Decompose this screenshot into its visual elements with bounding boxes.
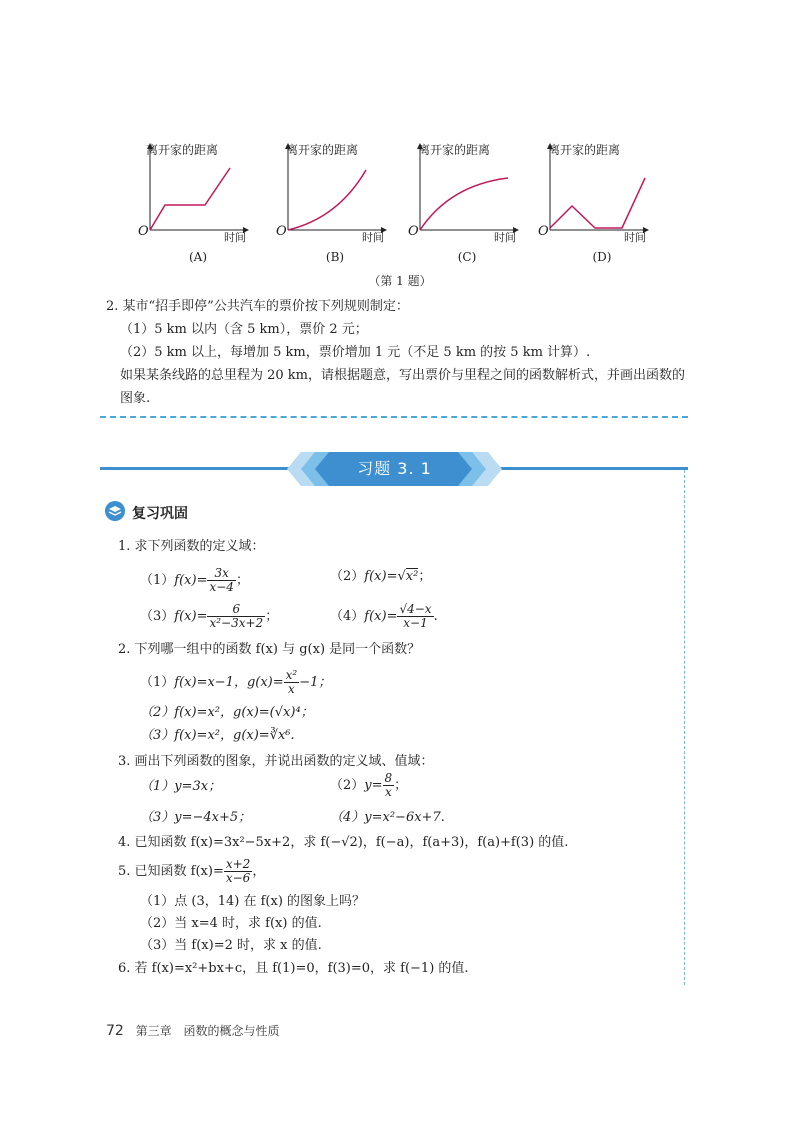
graph-b-ylabel: 离开家的距离 [286,143,359,157]
q5-stem: 5. 已知函数 f(x)= $\frac{x+2}{x-6}$ ， [118,857,266,885]
problem2-line4: 如果某条线路的总里程为 20 km，请根据题意，写出票价与里程之间的函数解析式，并画出函数的 [120,368,686,383]
graph-c-ylabel: 离开家的距离 [418,143,491,157]
q1-part2: （2）f(x)=√x²； [330,569,432,584]
page-number: 72 [106,1023,124,1039]
q5-fraction: $\frac{x+2}{x-6}$ [225,857,251,885]
q2-part3: （3）f(x)=x²，g(x)=∛x⁶. [140,728,295,743]
chapter-title: 函数的概念与性质 [183,1024,280,1038]
graph-a-ylabel: 离开家的距离 [146,143,219,157]
graph-a-label: (A) [188,250,208,264]
exercise-border [684,470,685,985]
problem2-line3: （2）5 km 以上，每增加 5 km，票价增加 1 元（不足 5 km 的按 5 km 计算）. [120,345,591,360]
graph-a-origin: O [138,224,149,239]
graph-c-origin: O [408,224,419,239]
q3-part2: （2）y= $\frac{8}{x}$ ； [330,771,408,799]
figure-caption: （第 1 题） [368,274,432,288]
graph-c-curve [420,178,508,230]
q1-part1-fraction: $\frac{3x}{x-4}$ [209,566,234,594]
graph-b-xlabel: 时间 [362,231,384,244]
graph-d-xlabel: 时间 [624,231,646,244]
exercise-title: 习题 3. 1 [357,459,432,478]
graph-c-label: (C) [457,250,477,264]
q2-stem: 2. 下列哪一组中的函数 f(x) 与 g(x) 是同一个函数？ [118,642,421,657]
q1-part4: （4）f(x)= $\frac{√4-x}{x-1}$ . [330,602,438,630]
q4-text: 4. 已知函数 f(x)=3x²−5x+2，求 f(−√2)，f(−a)，f(a+3)，f(a)+f(3) 的值. [118,835,569,850]
page-footer [106,1022,280,1039]
graph-d-origin: O [538,224,549,239]
q5-part1: （1）点 (3，14) 在 f(x) 的图象上吗？ [140,894,366,909]
graph-c-xlabel: 时间 [494,231,516,244]
graph-b-curve [288,170,366,230]
q5-part3: （3）当 f(x)=2 时，求 x 的值. [140,938,322,953]
graph-d-curve [550,178,645,228]
q3-part4: （4）y=x²−6x+7. [330,810,445,825]
graph-a-xlabel: 时间 [224,231,246,244]
chapter-label: 第三章 [135,1024,172,1038]
q2-part1-fraction: $\frac{\text{x²}}{x}$ [285,668,298,696]
q3-stem: 3. 画出下列函数的图象，并说出函数的定义域、值域： [118,754,434,769]
q3-part1: （1）y=3x； [140,779,222,794]
q6-text: 6. 若 f(x)=x²+bx+c，且 f(1)=0，f(3)=0，求 f(−1) 的值. [118,961,469,976]
q1-stem: 1. 求下列函数的定义域： [118,539,265,554]
review-icon [104,500,126,522]
q1-part3-fraction: $\frac{6}{\text{x²−3x+2}}$ [209,602,264,630]
problem2-line1: 2. 某市“招手即停”公共汽车的票价按下列规则制定： [106,299,409,314]
q2-part1: （1）f(x)=x−1，g(x)= $\frac{\text{x²}}{x}$ −1； [140,668,332,696]
q1-part3: （3）f(x)= $\frac{6}{\text{x²−3x+2}}$ ； [140,602,279,630]
q3-part2-fraction: $\frac{8}{x}$ [384,771,393,799]
graph-a-curve [150,168,230,230]
section-title: 复习巩固 [132,506,188,522]
q2-part2: （2）f(x)=x²，g(x)=(√x)⁴； [140,705,314,720]
section-divider [100,416,688,418]
graph-d-label: (D) [592,250,612,264]
problem2-line2: （1）5 km 以内（含 5 km），票价 2 元； [120,322,368,337]
graph-b-label: (B) [325,250,345,264]
q5-part2: （2）当 x=4 时，求 f(x) 的值. [140,916,322,931]
graph-d-ylabel: 离开家的距离 [548,143,621,157]
q1-part1: （1）f(x)= $\frac{3x}{x-4}$ ； [140,566,249,594]
problem2-line5: 图象. [120,391,151,406]
q1-part4-fraction: $\frac{√4-x}{x-1}$ [399,602,432,630]
graph-b-origin: O [276,224,287,239]
q3-part3: （3）y=−4x+5； [140,810,252,825]
